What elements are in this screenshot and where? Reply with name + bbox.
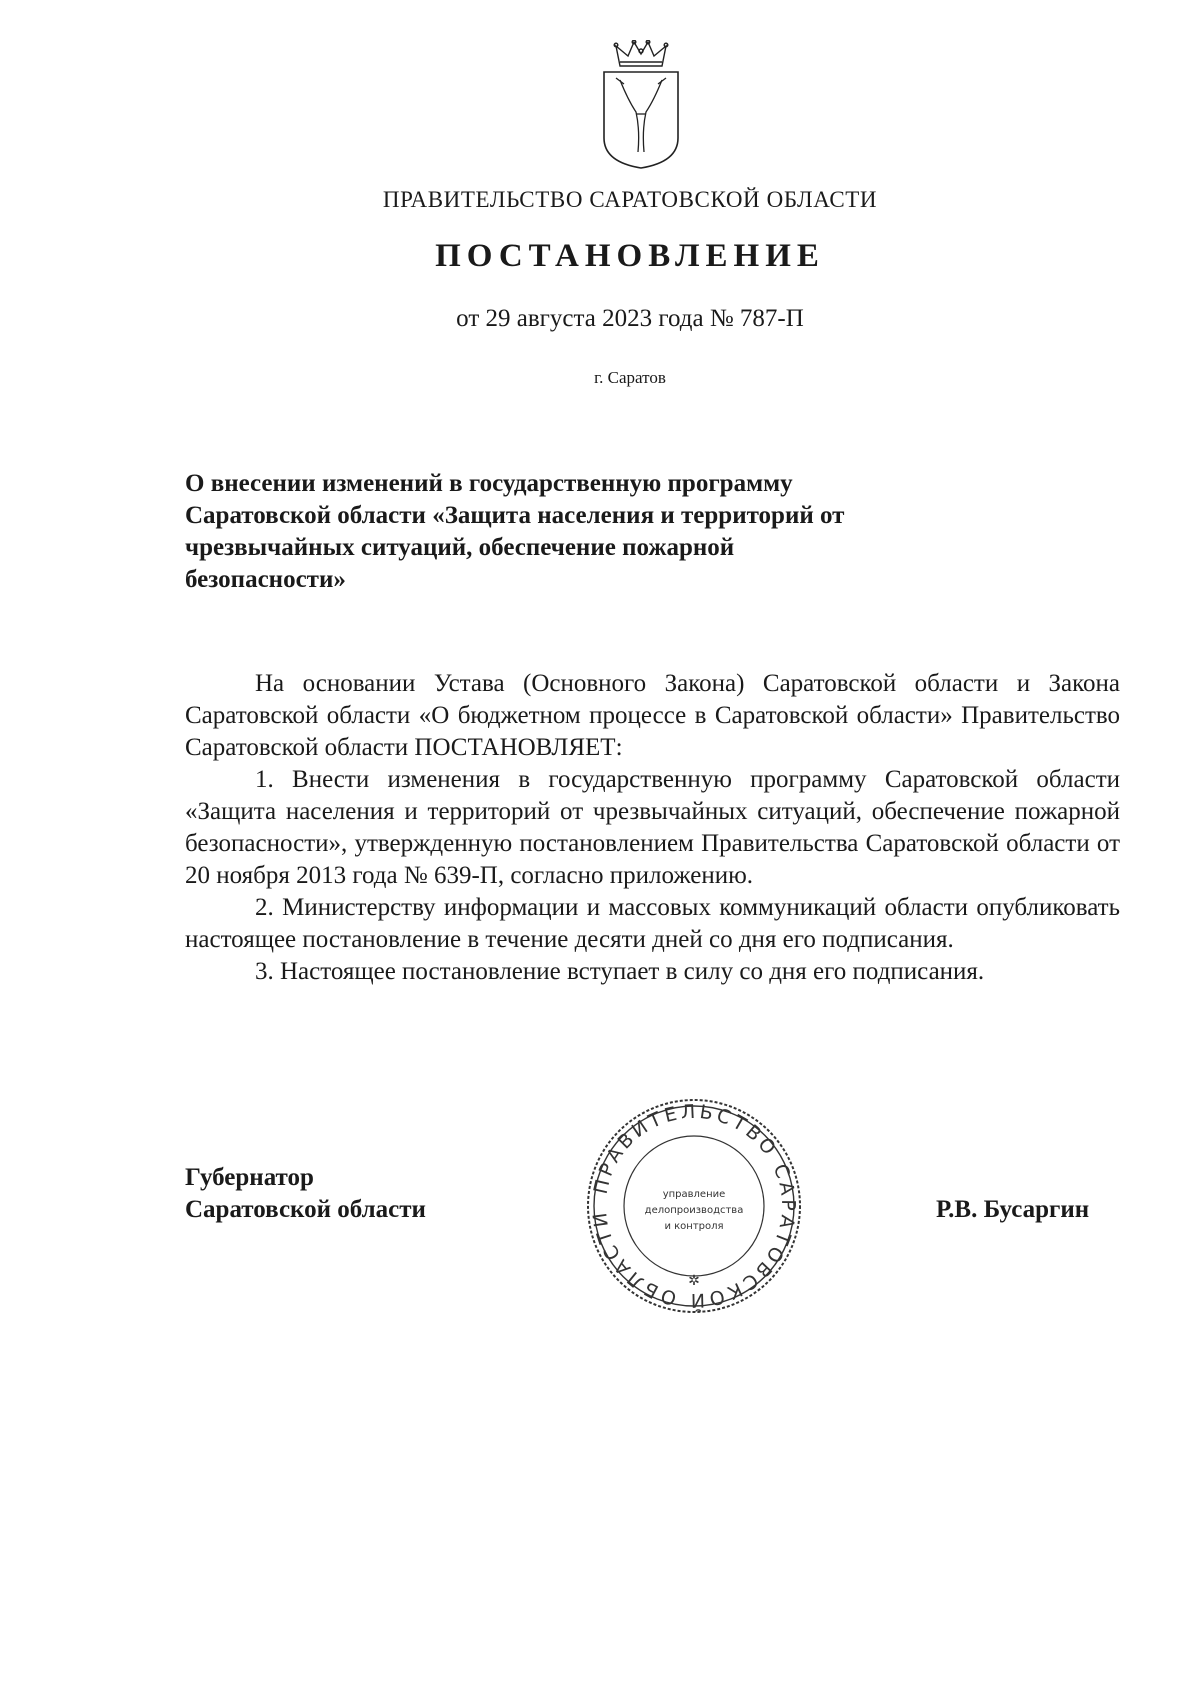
document-body [185, 668, 1120, 988]
paragraph-item-3: 3. Настоящее постановление вступает в силу со дня его подписания. [255, 958, 985, 985]
stamp-star-icon: ✲ [688, 1274, 700, 1289]
signatory-position-line-2: Саратовской области [185, 1196, 426, 1223]
stamp-inner-line-3: и контроля [664, 1221, 724, 1232]
signatory-name: Р.В. Бусаргин [936, 1196, 1090, 1223]
saratov-coat-of-arms-icon [598, 40, 684, 170]
signatory-position [185, 1162, 426, 1226]
paragraph-item-2: 2. Министерству информации и массовых коммуникаций области опубликовать настоящее постановление в течение десяти дней со дня его подписания. [185, 894, 1120, 953]
stamp-outer-text: ПРАВИТЕЛЬСТВО САРАТОВСКОЙ ОБЛАСТИ [588, 1100, 800, 1312]
document-type: ПОСТАНОВЛЕНИЕ [435, 238, 825, 274]
signatory-position-line-1: Губернатор [185, 1164, 314, 1191]
official-stamp [583, 1095, 805, 1317]
document-city: г. Саратов [594, 368, 666, 387]
document-title: О внесении изменений в государственную программу Саратовской области «Защита населения и территорий от чрезвычайных ситуаций, обеспечение пожарной безопасности» [185, 470, 845, 593]
stamp-inner-line-2: делопроизводства [644, 1205, 744, 1216]
document-date-number: от 29 августа 2023 года № 787-П [456, 305, 804, 332]
stamp-inner-line-1: управление [662, 1189, 726, 1200]
paragraph-item-1: 1. Внести изменения в государственную программу Саратовской области «Защита населения и территорий от чрезвычайных ситуаций, обеспечение пожарной безопасности», утвержденную постановлением Правительства Саратовской области от 20 ноября 2013 года № 639-П, согласно приложению. [185, 766, 1120, 889]
paragraph-preamble: На основании Устава (Основного Закона) Саратовской области и Закона Саратовской области «О бюджетном процессе в Саратовской области» Правительство Саратовской области ПОСТАНОВЛЯЕТ: [185, 670, 1120, 761]
organization-name: ПРАВИТЕЛЬСТВО САРАТОВСКОЙ ОБЛАСТИ [382, 187, 878, 212]
